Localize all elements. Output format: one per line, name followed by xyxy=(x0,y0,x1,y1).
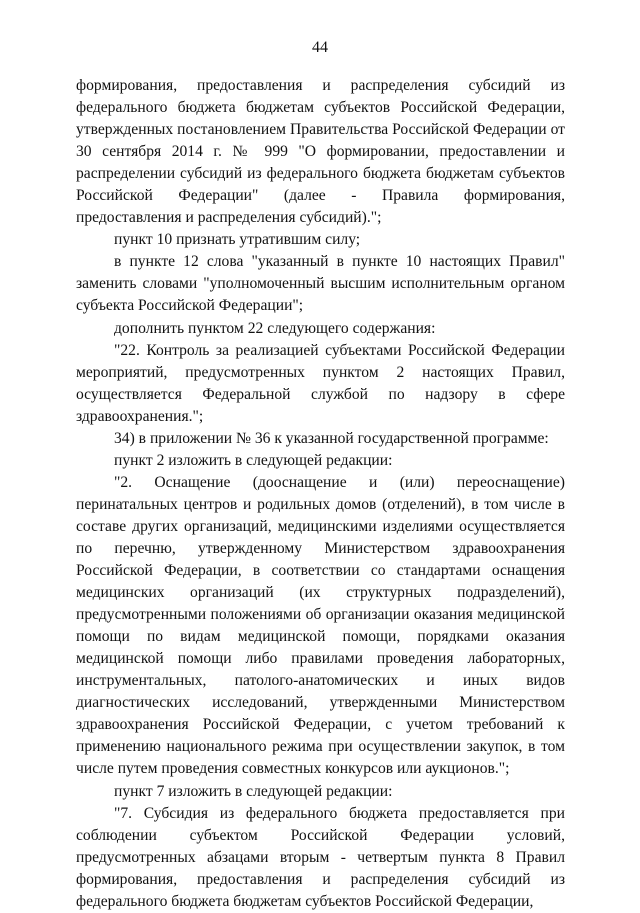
paragraph-item-22-text: "22. Контроль за реализацией субъектами Российской Федерации мероприятий, предусмотренных пунктом 2 настоящих Правил, осуществляется Федеральной службой по надзору в сфере здравоохранения."; xyxy=(76,341,565,425)
document-body xyxy=(76,75,565,913)
paragraph-rules-reference: формирования, предоставления и распределения субсидий из федерального бюджета бюджетам субъектов Российской Федерации, утвержденных постановлением Правительства Российской Федерации от 30 сентября 2014 г. № 999 "О формировании, предоставлении и распределении субсидий из федерального бюджета бюджетам субъектов Российской Федерации" (далее - Правила формирования, предоставления и распределения субсидий)."; xyxy=(76,77,565,227)
paragraph-item-7-heading: пункт 7 изложить в следующей редакции: xyxy=(114,782,393,800)
paragraph-add-item-22: дополнить пунктом 22 следующего содержания: xyxy=(114,319,436,337)
paragraph-appendix-36: 34) в приложении № 36 к указанной государственной программе: xyxy=(114,429,549,447)
paragraph-item-7-text: "7. Субсидия из федерального бюджета предоставляется при соблюдении субъектом Российской Федерации условий, предусмотренных абзацами вторым - четвертым пункта 8 Правил формирования, предоставления и распределения субсидий из федерального бюджета бюджетам субъектов Российской Федерации, xyxy=(76,804,565,910)
paragraph-item-10: пункт 10 признать утратившим силу; xyxy=(114,231,361,249)
paragraph-item-2-text: "2. Оснащение (дооснащение и (или) переоснащение) перинатальных центров и родильных домов (отделений), в том числе в составе других организаций, медицинскими изделиями осуществляется по перечню, утвержденному Министерством здравоохранения Российской Федерации, в соответствии со стандартами оснащения медицинских организаций (их структурных подразделений), предусмотренными положениями об организации оказания медицинской помощи по видам медицинской помощи, порядками оказания медицинской помощи либо правилами проведения лабораторных, инструментальных, патолого-анатомических и иных видов диагностических исследований, утвержденными Министерством здравоохранения Российской Федерации, с учетом требований к применению национального режима при осуществлении закупок, в том числе путем проведения совместных конкурсов или аукционов."; xyxy=(76,473,565,778)
paragraph-item-2-heading: пункт 2 изложить в следующей редакции: xyxy=(114,451,393,469)
paragraph-item-12: в пункте 12 слова "указанный в пункте 10 настоящих Правил" заменить словами "уполномоченный высшим исполнительным органом субъекта Российской Федерации"; xyxy=(76,253,565,315)
page-number: 44 xyxy=(312,39,328,56)
